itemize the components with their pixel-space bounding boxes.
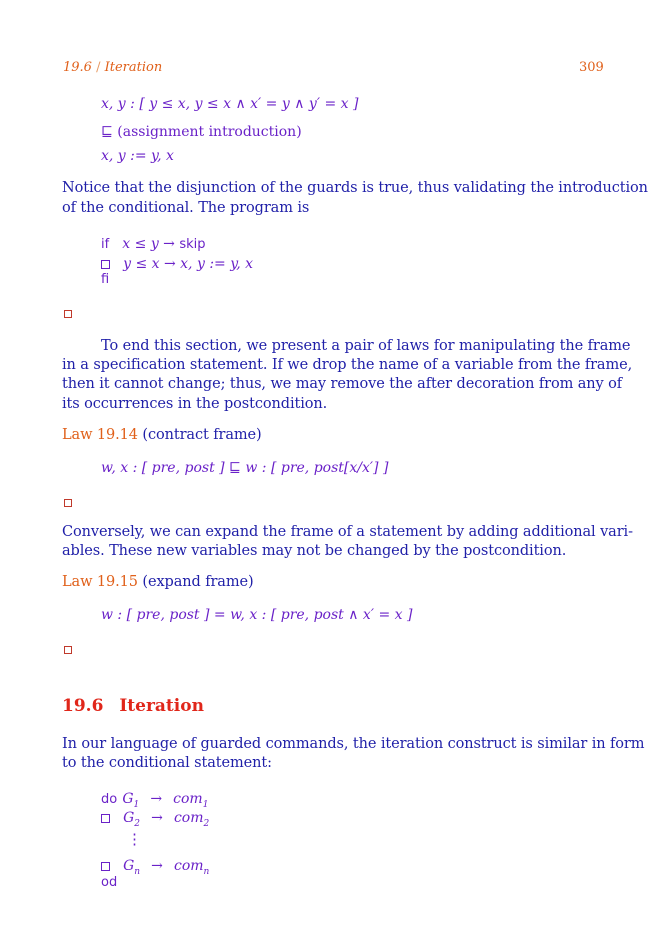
law-19-14-heading [62, 427, 262, 443]
guard-box-icon [101, 814, 110, 823]
header-separator: / [96, 60, 101, 75]
law-label: Law 19.15 [62, 574, 138, 590]
paragraph-2-line-1: To end this section, we present a pair of laws for manipulating the frame [101, 338, 631, 354]
if-keyword: if [101, 237, 110, 252]
section-title: Iteration [119, 696, 204, 716]
end-of-law-icon [64, 499, 72, 507]
header-section-number: 19.6 [63, 60, 92, 75]
paragraph-1-line-1: Notice that the disjunction of the guards is true, thus validating the introduction [62, 180, 648, 196]
fi-keyword: fi [101, 272, 110, 287]
end-of-law-icon [64, 646, 72, 654]
section-number: 19.6 [62, 696, 104, 716]
page-number: 309 [579, 60, 604, 75]
guard-2: $G_2$ [123, 810, 141, 829]
iteration-guard-n-line [101, 855, 209, 877]
guard-box-icon [101, 862, 110, 871]
paragraph-1-line-2: of the conditional. The program is [62, 200, 310, 216]
arrow-icon: → [151, 858, 163, 874]
paragraph-3-line-2: ables. These new variables may not be changed by the postcondition. [62, 543, 567, 559]
law-name: (contract frame) [142, 427, 262, 443]
derivation-line-1: x, y : [ y ≤ x, y ≤ x ∧ x′ = y ∧ y′ = x ] [101, 96, 359, 112]
derivation-line-3: x, y := y, x [101, 148, 174, 164]
law-19-15-formula: w : [ pre, post ] = w, x : [ pre, post ∧ x′ = x ] [101, 607, 413, 623]
guard-1: x ≤ y → [122, 236, 180, 252]
iteration-guard-2-line [101, 807, 209, 829]
skip-keyword: skip [179, 237, 206, 252]
paragraph-2-line-4: its occurrences in the postcondition. [62, 396, 328, 412]
arrow-icon: → [151, 810, 163, 826]
vertical-ellipsis: ⋮ [127, 830, 142, 848]
law-19-14-formula: w, x : [ pre, post ] ⊑ w : [ pre, post[x/x′] ] [101, 460, 389, 476]
paragraph-4-line-2: to the conditional statement: [62, 755, 272, 771]
arrow-icon: → [150, 791, 163, 807]
law-19-15-heading [62, 574, 254, 590]
section-heading [62, 696, 204, 716]
do-keyword: do [101, 792, 118, 807]
paragraph-3-line-1: Conversely, we can expand the frame of a statement by adding additional vari- [62, 524, 633, 540]
guard-box-icon [101, 260, 110, 269]
header-section-title: Iteration [104, 60, 163, 75]
guard-n: $G_n$ [123, 858, 141, 877]
guard-2: y ≤ x → x, y := y, x [123, 256, 254, 272]
command-n: com$_n$ [174, 858, 210, 877]
paragraph-4-line-1: In our language of guarded commands, the iteration construct is similar in form [62, 736, 645, 752]
od-keyword: od [101, 875, 118, 890]
program-guard-2-line [101, 253, 253, 272]
law-label: Law 19.14 [62, 427, 138, 443]
program-if-line [101, 233, 206, 252]
running-header [63, 60, 162, 75]
command-2: com$_2$ [173, 810, 210, 829]
paragraph-2-line-3: then it cannot change; thus, we may remove the after decoration from any of [62, 376, 623, 392]
command-1: com$_1$ [173, 791, 209, 810]
law-name: (expand frame) [142, 574, 254, 590]
guard-1: $G_1$ [122, 791, 140, 810]
end-of-proof-icon [64, 310, 72, 318]
paragraph-2-line-2: in a specification statement. If we drop the name of a variable from the frame, [62, 357, 633, 373]
derivation-line-2: ⊑ (assignment introduction) [101, 124, 302, 140]
